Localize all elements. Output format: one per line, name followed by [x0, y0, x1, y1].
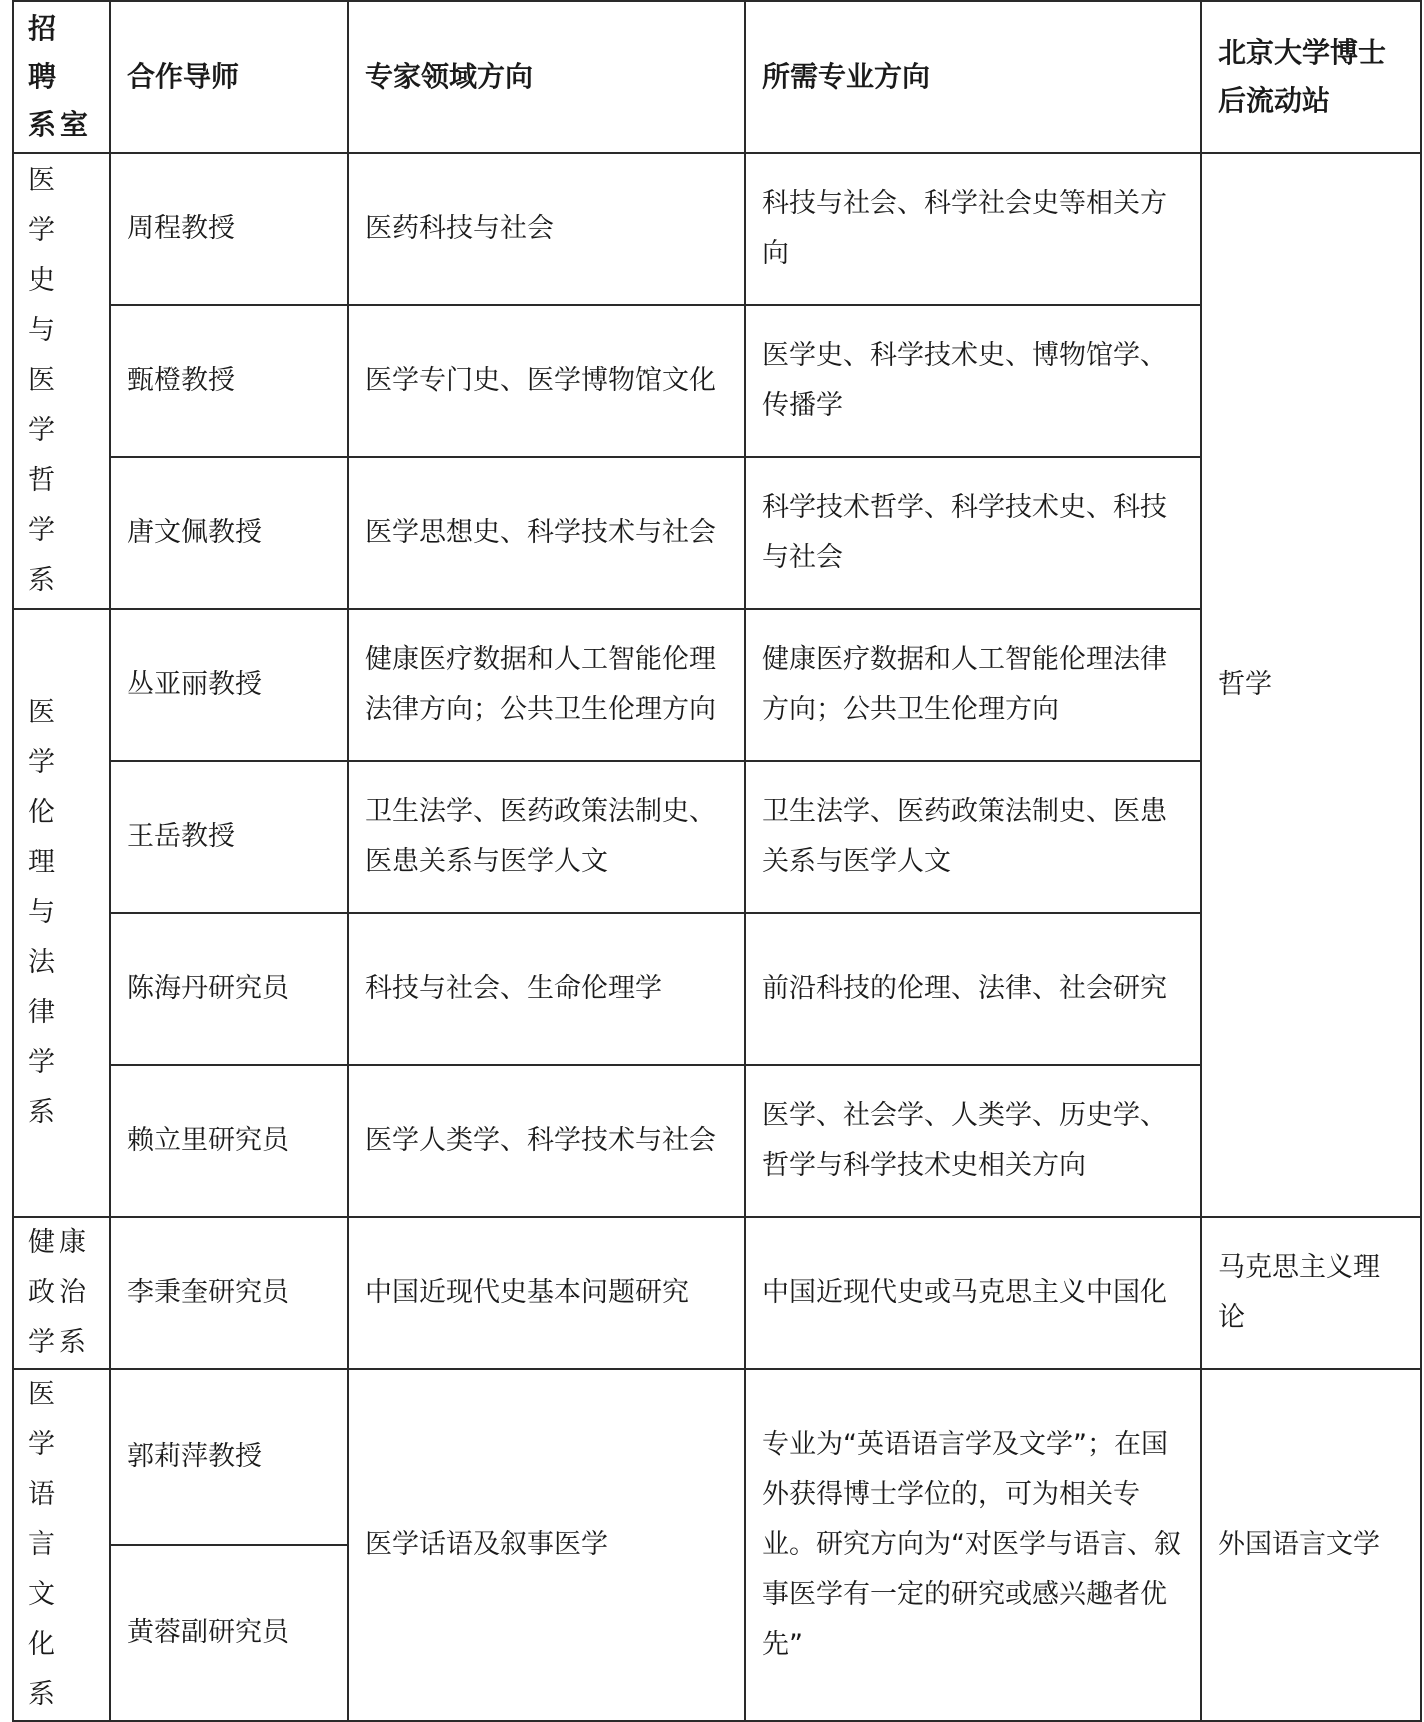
expert-cell: 医学思想史、科学技术与社会 [348, 457, 745, 609]
expert-cell: 中国近现代史基本问题研究 [348, 1217, 745, 1369]
major-cell: 健康医疗数据和人工智能伦理法律方向；公共卫生伦理方向 [745, 609, 1201, 761]
header-row [13, 1, 1421, 153]
expert-cell: 健康医疗数据和人工智能伦理法律方向；公共卫生伦理方向 [348, 609, 745, 761]
expert-cell: 医药科技与社会 [348, 153, 745, 305]
expert-cell: 医学人类学、科学技术与社会 [348, 1065, 745, 1217]
dept-cell: 医学史与医学哲学系 [13, 153, 110, 609]
tutor-cell: 王岳教授 [110, 761, 348, 913]
header-tutor: 合作导师 [110, 1, 348, 153]
recruitment-table [12, 0, 1422, 1722]
major-cell: 医学、社会学、人类学、历史学、哲学与科学技术史相关方向 [745, 1065, 1201, 1217]
dept-cell: 医学伦理与法律学系 [13, 609, 110, 1217]
tutor-cell: 赖立里研究员 [110, 1065, 348, 1217]
expert-cell: 医学话语及叙事医学 [348, 1369, 745, 1721]
dept-cell: 健康政治学系 [13, 1217, 110, 1369]
major-cell: 专业为“英语语言学及文学”；在国外获得博士学位的，可为相关专业。研究方向为“对医学与语言、叙事医学有一定的研究或感兴趣者优先” [745, 1369, 1201, 1721]
table-row [13, 1217, 1421, 1369]
header-expert: 专家领域方向 [348, 1, 745, 153]
table-row [13, 1369, 1421, 1545]
station-cell: 外国语言文学 [1201, 1369, 1421, 1721]
header-station: 北京大学博士后流动站 [1201, 1, 1421, 153]
major-cell: 医学史、科学技术史、博物馆学、传播学 [745, 305, 1201, 457]
expert-cell: 科技与社会、生命伦理学 [348, 913, 745, 1065]
table-row [13, 153, 1421, 305]
tutor-cell: 郭莉萍教授 [110, 1369, 348, 1545]
dept-cell: 医学语言文化系 [13, 1369, 110, 1721]
major-cell: 中国近现代史或马克思主义中国化 [745, 1217, 1201, 1369]
tutor-cell: 甄橙教授 [110, 305, 348, 457]
tutor-cell: 周程教授 [110, 153, 348, 305]
tutor-cell: 唐文佩教授 [110, 457, 348, 609]
expert-cell: 医学专门史、医学博物馆文化 [348, 305, 745, 457]
major-cell: 科学技术哲学、科学技术史、科技与社会 [745, 457, 1201, 609]
major-cell: 卫生法学、医药政策法制史、医患关系与医学人文 [745, 761, 1201, 913]
tutor-cell: 陈海丹研究员 [110, 913, 348, 1065]
header-major: 所需专业方向 [745, 1, 1201, 153]
station-cell: 马克思主义理论 [1201, 1217, 1421, 1369]
tutor-cell: 黄蓉副研究员 [110, 1545, 348, 1721]
station-cell: 哲学 [1201, 153, 1421, 1217]
tutor-cell: 李秉奎研究员 [110, 1217, 348, 1369]
header-dept: 招 聘 系室 [13, 1, 110, 153]
major-cell: 科技与社会、科学社会史等相关方向 [745, 153, 1201, 305]
major-cell: 前沿科技的伦理、法律、社会研究 [745, 913, 1201, 1065]
tutor-cell: 丛亚丽教授 [110, 609, 348, 761]
expert-cell: 卫生法学、医药政策法制史、医患关系与医学人文 [348, 761, 745, 913]
